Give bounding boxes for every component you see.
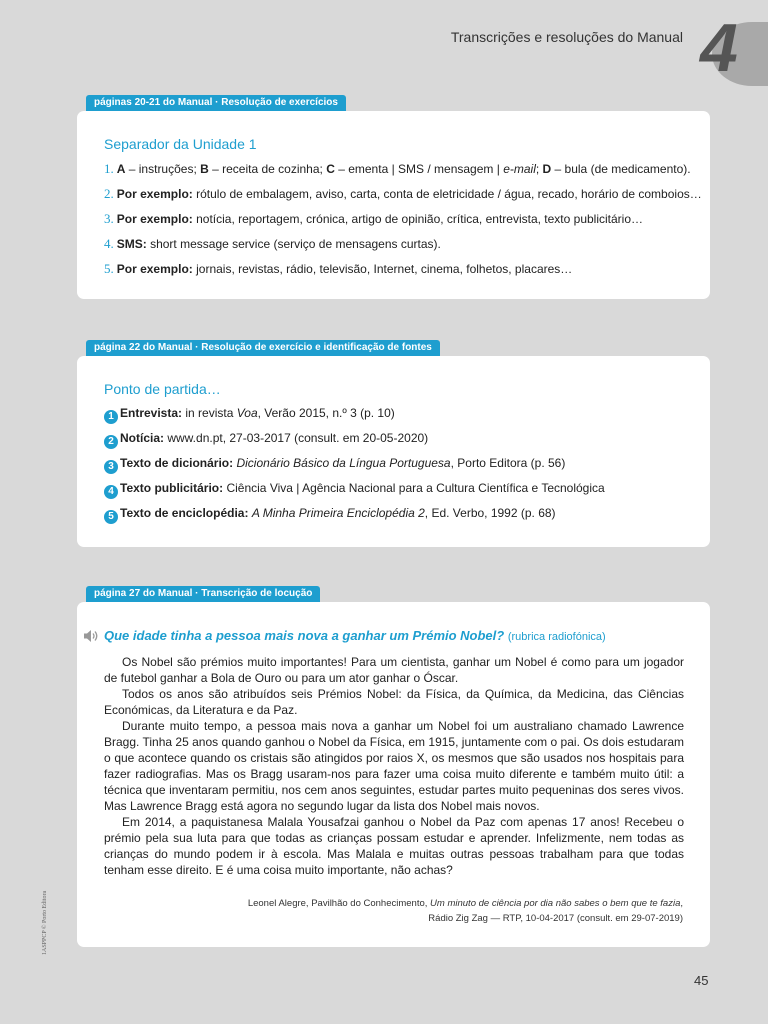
section2-title: Ponto de partida… [104, 381, 221, 397]
item-text: Texto publicitário: [120, 481, 224, 495]
item-text: Por exemplo: [116, 212, 193, 226]
item-text: e-mail [503, 162, 536, 176]
item-text: Entrevista: [120, 406, 183, 420]
item-number: 4. [104, 236, 114, 251]
chapter-number: 4 [700, 10, 738, 86]
side-copyright: 1ASPPCP © Porto Editora [42, 890, 48, 955]
item-text: Texto de dicionário: [120, 456, 234, 470]
item-text: notícia, reportagem, crónica, artigo de opinião, crítica, entrevista, texto publicitário… [192, 212, 644, 226]
list-item [104, 161, 691, 177]
list-item [104, 406, 395, 424]
section3-title [104, 628, 606, 643]
item-text: – instruções; [125, 162, 201, 176]
item-text: A Minha Primeira Enciclopédia 2 [251, 506, 425, 520]
list-item [104, 186, 702, 202]
paragraph: Durante muito tempo, a pessoa mais nova a ganhar um Nobel foi um australiano chamado Lawrence Bragg. Tinha 25 anos quando ganhou o Nobel da Física, em 1915, juntamente com o pai. Os dois estudaram o que acontece quando os cristais são atingidos por raios X, os mesmos que são usados nos hospitais para fazer radiografias. Mas os Bragg usaram-nos para fazer uma coisa muito diferente e também muito útil: a técnica que inventaram permitiu, nos cem anos seguintes, estudar partes muito pequeninas dos seres vivos. Mas Lawrence Bragg está agora no segundo lugar da lista dos Nobel mais novos. [104, 719, 684, 813]
section3-tab: página 27 do Manual · Transcrição de locução [86, 586, 320, 602]
source-citation [248, 896, 683, 926]
item-text: – ementa | SMS / mensagem | [334, 162, 504, 176]
item-text: in revista [182, 406, 237, 420]
section1-title: Separador da Unidade 1 [104, 136, 257, 152]
section1-card [77, 111, 710, 299]
paragraph: Os Nobel são prémios muito importantes! Para um cientista, ganhar um Nobel é como para um jogador de futebol ganhar a Bola de Ouro ou para um ator ganhar o Óscar. [104, 655, 684, 685]
list-item [104, 456, 565, 474]
item-text: Voa [236, 406, 258, 420]
section3-title-note: (rubrica radiofónica) [507, 631, 606, 643]
item-number: 2. [104, 186, 114, 201]
item-text: www.dn.pt, 27-03-2017 (consult. em 20-05-2020) [164, 431, 429, 445]
list-item [104, 431, 428, 449]
page-header-title: Transcrições e resoluções do Manual [450, 29, 683, 45]
list-item [104, 261, 572, 277]
item-number: 1. [104, 161, 114, 176]
list-item [104, 211, 643, 227]
item-text: Texto de enciclopédia: [120, 506, 249, 520]
item-text: SMS: [116, 237, 147, 251]
item-number: 2 [104, 435, 118, 449]
section1-tab: páginas 20-21 do Manual · Resolução de exercícios [86, 95, 346, 111]
paragraph: Todos os anos são atribuídos seis Prémios Nobel: da Física, da Química, da Medicina, das Ciências Económicas, da Literatura e da Paz. [104, 687, 684, 717]
page-number: 45 [694, 973, 709, 988]
item-text: – bula (de medicamento). [551, 162, 691, 176]
item-text: – receita de cozinha; [208, 162, 327, 176]
speaker-icon [83, 629, 99, 643]
list-item [104, 506, 556, 524]
item-text: Por exemplo: [116, 262, 193, 276]
item-number: 5. [104, 261, 114, 276]
section3-body [104, 654, 684, 878]
item-text: jornais, revistas, rádio, televisão, Internet, cinema, folhetos, placares… [192, 262, 573, 276]
item-text: rótulo de embalagem, aviso, carta, conta de eletricidade / água, recado, horário de comboios… [192, 187, 702, 201]
section3-question: Que idade tinha a pessoa mais nova a ganhar um Prémio Nobel? [104, 628, 505, 643]
item-number: 4 [104, 485, 118, 499]
item-number: 3. [104, 211, 114, 226]
paragraph: Em 2014, a paquistanesa Malala Yousafzai ganhou o Nobel da Paz com apenas 17 anos! Recebeu o prémio pela sua luta para que todas as crianças possam estudar e aprender. Infelizmente, nem todas as crianças do mundo podem ir à escola. Mas Malala e muitas outras pessoas trabalham para que todas tenham esse direito. E é uma coisa muito importante, não achas? [104, 815, 684, 877]
item-text: Por exemplo: [116, 187, 193, 201]
section2-card [77, 356, 710, 547]
item-number: 3 [104, 460, 118, 474]
section2-tab: página 22 do Manual · Resolução de exercício e identificação de fontes [86, 340, 440, 356]
item-text: , Verão 2015, n.º 3 (p. 10) [257, 406, 395, 420]
item-text: B [200, 162, 209, 176]
item-text: C [326, 162, 335, 176]
source-work-title: Um minuto de ciência por dia não sabes o bem que te fazia [430, 898, 681, 909]
source-broadcast: Rádio Zig Zag — RTP, 10-04-2017 (consult. em 29-07-2019) [428, 913, 683, 924]
list-item [104, 236, 441, 252]
item-text: Ciência Viva | Agência Nacional para a Cultura Científica e Tecnológica [223, 481, 605, 495]
item-text: Notícia: [120, 431, 165, 445]
item-text: Dicionário Básico da Língua Portuguesa [236, 456, 451, 470]
list-item [104, 481, 605, 499]
item-number: 1 [104, 410, 118, 424]
item-text: , Ed. Verbo, 1992 (p. 68) [424, 506, 556, 520]
item-text: , Porto Editora (p. 56) [450, 456, 566, 470]
item-text: ; [535, 162, 543, 176]
source-author: Leonel Alegre, Pavilhão do Conhecimento, [247, 898, 431, 909]
item-text: D [542, 162, 552, 176]
item-text: short message service (serviço de mensagens curtas). [146, 237, 441, 251]
item-text: A [116, 162, 126, 176]
source-comma: , [680, 898, 683, 909]
section3-card [77, 602, 710, 947]
item-number: 5 [104, 510, 118, 524]
